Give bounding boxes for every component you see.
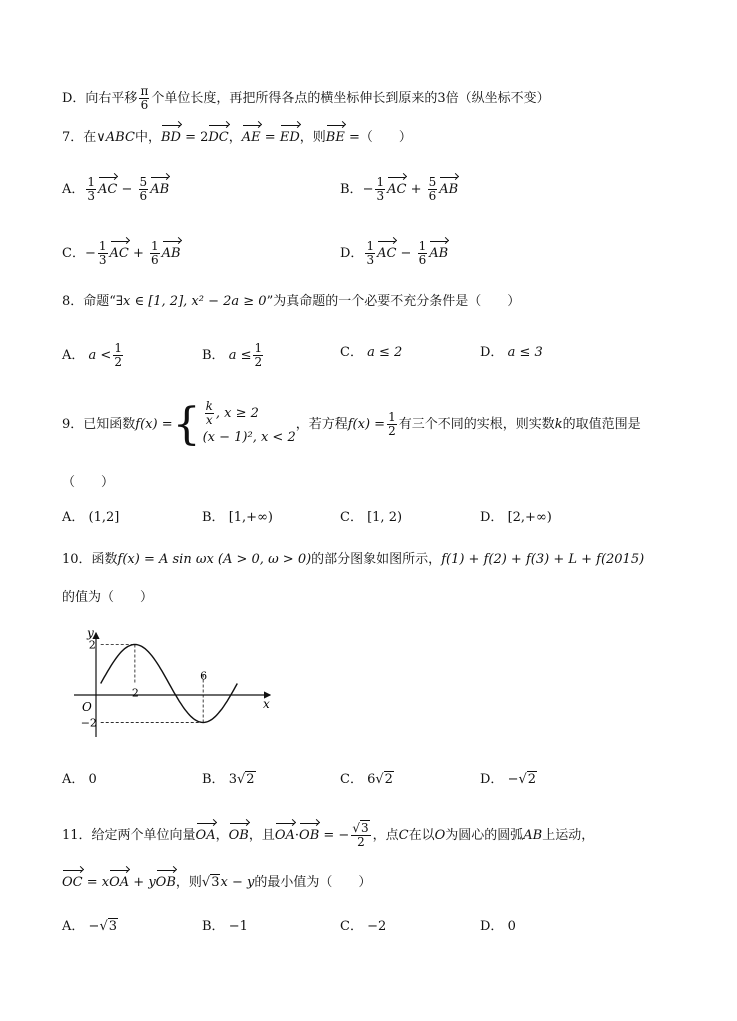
q8-option-d: D． a ≤ 3 <box>480 345 543 360</box>
q11-option-a: A． −√3 <box>62 919 118 934</box>
tick-x-six: 6 <box>200 669 208 683</box>
q10-option-b: B． 3√2 <box>202 772 255 787</box>
q11-stem: 11．给定两个单位向量OA，OB，且OA·OB = − $\frac{√3}{2}$ ，点C在以O为圆心的圆弧AB上运动， <box>62 821 595 849</box>
tick-x-two: 2 <box>131 686 139 700</box>
q9-option-a: A． (1,2] <box>62 510 120 525</box>
vector-ae: AE <box>242 128 261 148</box>
q10-option-a: A． 0 <box>62 772 97 787</box>
q7-option-d: D． $\frac{1}{3}$ AC − $\frac{1}{6}$ AB <box>340 239 449 267</box>
q11-option-d: D． 0 <box>480 919 516 934</box>
vector-ed: ED <box>280 128 300 148</box>
q9-option-b: B． [1,+∞) <box>202 510 273 525</box>
q11-option-b: B． −1 <box>202 919 248 934</box>
q7-option-b: B．− $\frac{1}{3}$ AC + $\frac{5}{6}$ AB <box>340 175 459 203</box>
q7-option-a: A． $\frac{1}{3}$ AC − $\frac{5}{6}$ AB <box>62 175 170 203</box>
q10-stem-cont: 的值为（ ） <box>62 590 154 605</box>
q8-option-a: A． a < $\frac{1}{2}$ <box>62 341 122 369</box>
q9-stem: 9．已知函数f(x) ={ $\frac{k}{x}$ , x ≥ 2 (x − 1)², x < 2 ，若方程f(x) = $\frac{1}{2}$ 有三个不同的实根，则实数k的取值范围是 <box>62 398 641 450</box>
q8-stem: 8．命题“∃x ∈ [1, 2], x² − 2a ≥ 0”为真命题的一个必要不充分条件是（ ） <box>62 294 521 309</box>
q11-option-c: C． −2 <box>340 919 387 934</box>
y-axis-label: y <box>87 626 94 640</box>
vector-be: BE <box>326 128 345 148</box>
q8-option-b: B． a ≤ $\frac{1}{2}$ <box>202 341 263 369</box>
q7-option-c: C．− $\frac{1}{3}$ AC + $\frac{1}{6}$ AB <box>62 239 181 267</box>
tick-y-neg: −2 <box>80 716 97 730</box>
tick-y-pos: 2 <box>88 638 96 652</box>
q9-option-d: D． [2,+∞) <box>480 510 552 525</box>
vector-bd: BD <box>161 128 181 148</box>
x-axis-label: x <box>263 697 270 711</box>
q8-option-c: C． a ≤ 2 <box>340 345 403 360</box>
q6-option-d: D．向右平移 $\frac{\pi}{6}$ 个单位长度，再把所得各点的横坐标伸长到原来的3倍（纵坐标不变） <box>62 84 550 112</box>
q6-fraction: $\frac{\pi}{6}$ <box>140 84 149 112</box>
origin-label: O <box>82 700 92 714</box>
q11-stem-cont: OC = xOA + yOB，则√3x − y的最小值为（ ） <box>62 873 371 893</box>
sine-curve <box>101 645 238 723</box>
q9-paren: （ ） <box>62 475 115 490</box>
sine-graph <box>70 625 280 740</box>
q10-option-c: C． 6√2 <box>340 772 393 787</box>
q9-option-c: C． [1, 2) <box>340 510 403 525</box>
q7-stem: 7．在∨ABC中，BD = 2DC，AE = ED，则BE =（ ） <box>62 128 412 148</box>
q9-piecewise: $\frac{k}{x}$ , x ≥ 2 (x − 1)², x < 2 <box>202 399 296 445</box>
q10-option-d: D． −√2 <box>480 772 537 787</box>
vector-dc: DC <box>208 128 228 148</box>
q10-stem: 10．函数f(x) = A sin ωx (A > 0, ω > 0)的部分图象如图所示，f(1) + f(2) + f(3) + L + f(2015) <box>62 552 645 567</box>
